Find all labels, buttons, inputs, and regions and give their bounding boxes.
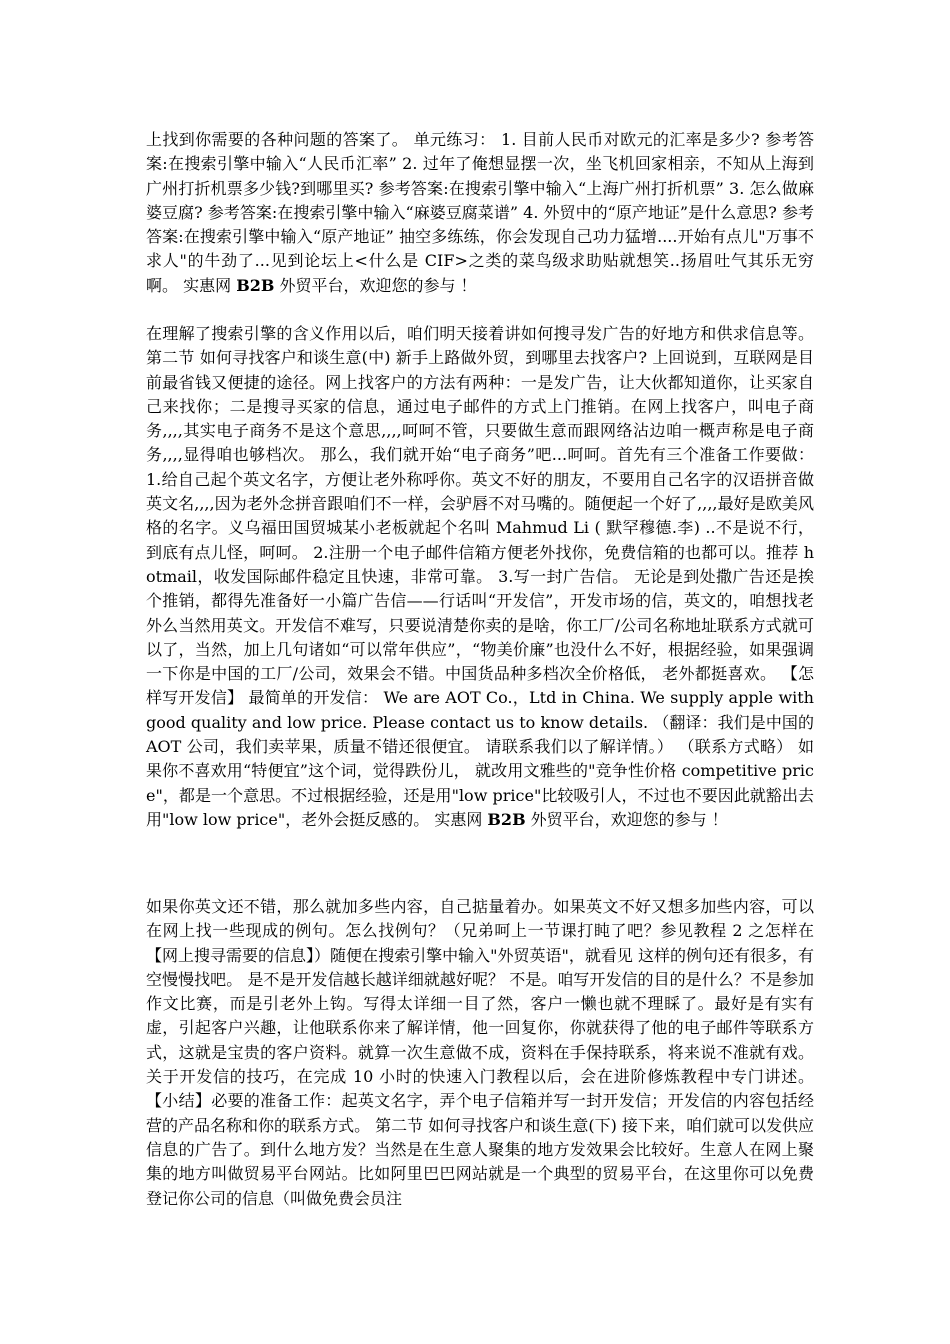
paragraph-exercises [146,128,814,298]
paragraph-text: 在理解了搜索引擎的含义作用以后，咱们明天接着讲如何搜寻发广告的好地方和供求信息等。 第二节 如何寻找客户和谈生意(中) 新手上路做外贸，到哪里去找客户? 上回说到，互联网是目前最省钱又便捷的途径。网上找客户的方法有两种：一是发广告，让大伙都知道你，让买家自己来找你；二是搜寻买家的信息，通过电子邮件的方式上门推销。在网上找客户，叫电子商务,,,,其实电子商务不是这个意思,,,,呵呵不管，只要做生意而跟网络沾边咱一概声称是电子商务,,,,显得咱也够档次。 那么，我们就开始“电子商务”吧...呵呵。首先有三个准备工作要做： 1.给自己起个英文名字，方便让老外称呼你。英文不好的朋友，不要用自己名字的汉语拼音做英文名,,,,因为老外念拼音跟咱们不一样，会驴唇不对马嘴的。随便起一个好了,,,,最好是欧美风格的名字。义乌福田国贸城某小老板就起个名叫 Mahmud Li ( 默罕穆德.李) ..不是说不行，到底有点儿怪，呵呵。 2.注册一个电子邮件信箱方便老外找你，免费信箱的也都可以。推荐 hotmail，收发国际邮件稳定且快速，非常可靠。 3.写一封广告信。 无论是到处撒广告还是挨个推销，都得先准备好一小篇广告信——行话叫“开发信”，开发市场的信，英文的，咱想找老外么当然用英文。开发信不难写，只要说清楚你卖的是啥，你工厂/公司名称地址联系方式就可以了，当然，加上几句诸如“可以常年供应”，“物美价廉”也没什么不好，根据经验，如果强调一下你是中国的工厂/公司，效果会不错。中国货品种多档次全价格低， 老外都挺喜欢。 【怎样写开发信】 最简单的开发信： We are AOT Co.，Ltd in China. We supply apple with good quality and low price. Please contact us to know details. （翻译：我们是中国的 AOT 公司，我们卖苹果，质量不错还很便宜。 请联系我们以了解详情。） （联系方式略） 如果你不喜欢用“特便宜”这个词，觉得跌份儿， 就改用文雅些的"竞争性价格 competitive price"，都是一个意思。不过根据经验，还是用"low price"比较吸引人，不过也不要因此就豁出去用"low low price"，老外会挺反感的。 [146,324,814,829]
signature-suffix: 外贸平台，欢迎您的参与 ！ [525,809,728,829]
paragraph-finding-customers [146,322,814,832]
signature-prefix: 实惠网 [434,809,488,829]
signature-prefix: 实惠网 [183,275,237,295]
signature-brand: B2B [487,809,526,829]
signature-suffix: 外贸平台，欢迎您的参与 ！ [274,275,477,295]
signature-brand: B2B [236,275,275,295]
paragraph-sample-sentences [146,895,814,1211]
paragraph-text: 上找到你需要的各种问题的答案了。 单元练习： 1. 目前人民币对欧元的汇率是多少? 参考答案:在搜索引擎中输入“人民币汇率” 2. 过年了俺想显摆一次，坐飞机回家相亲，不知从上海到广州打折机票多少钱?到哪里买? 参考答案:在搜索引擎中输入“上海广州打折机票” 3. 怎么做麻婆豆腐? 参考答案:在搜索引擎中输入“麻婆豆腐菜谱” 4. 外贸中的“原产地证”是什么意思? 参考答案:在搜索引擎中输入“原产地证” 抽空多练练，你会发现自己功力猛增....开始有点儿"万事不求人"的牛劲了...见到论坛上<什么是 CIF>之类的菜鸟级求助贴就想笑..扬眉吐气其乐无穷啊。 [146,130,814,295]
paragraph-text: 如果你英文还不错，那么就加多些内容，自己掂量着办。如果英文不好又想多加些内容，可以在网上找一些现成的例句。怎么找例句？（兄弟呵上一节课打盹了吧？参见教程 2 之怎样在【网上搜寻需要的信息】）随便在搜索引擎中输入"外贸英语"，就看见 这样的例句还有很多，有空慢慢找吧。 是不是开发信越长越详细就越好呢？ 不是。咱写开发信的目的是什么？不是参加作文比赛，而是引老外上钩。写得太详细一目了然，客户一懒也就不理睬了。最好是有实有虚，引起客户兴趣，让他联系你来了解详情，他一回复你，你就获得了他的电子邮件等联系方式，这就是宝贵的客户资料。就算一次生意做不成，资料在手保持联系，将来说不准就有戏。关于开发信的技巧，在完成 10 小时的快速入门教程以后，会在进阶修炼教程中专门讲述。 【小结】必要的准备工作：起英文名字，弄个电子信箱并写一封开发信；开发信的内容包括经营的产品名称和你的联系方式。 第二节 如何寻找客户和谈生意(下) 接下来，咱们就可以发供应信息的广告了。到什么地方发？当然是在生意人聚集的地方发效果会比较好。生意人在网上聚集的地方叫做贸易平台网站。比如阿里巴巴网站就是一个典型的贸易平台，在这里你可以免费登记你公司的信息（叫做免费会员注 [146,897,814,1208]
